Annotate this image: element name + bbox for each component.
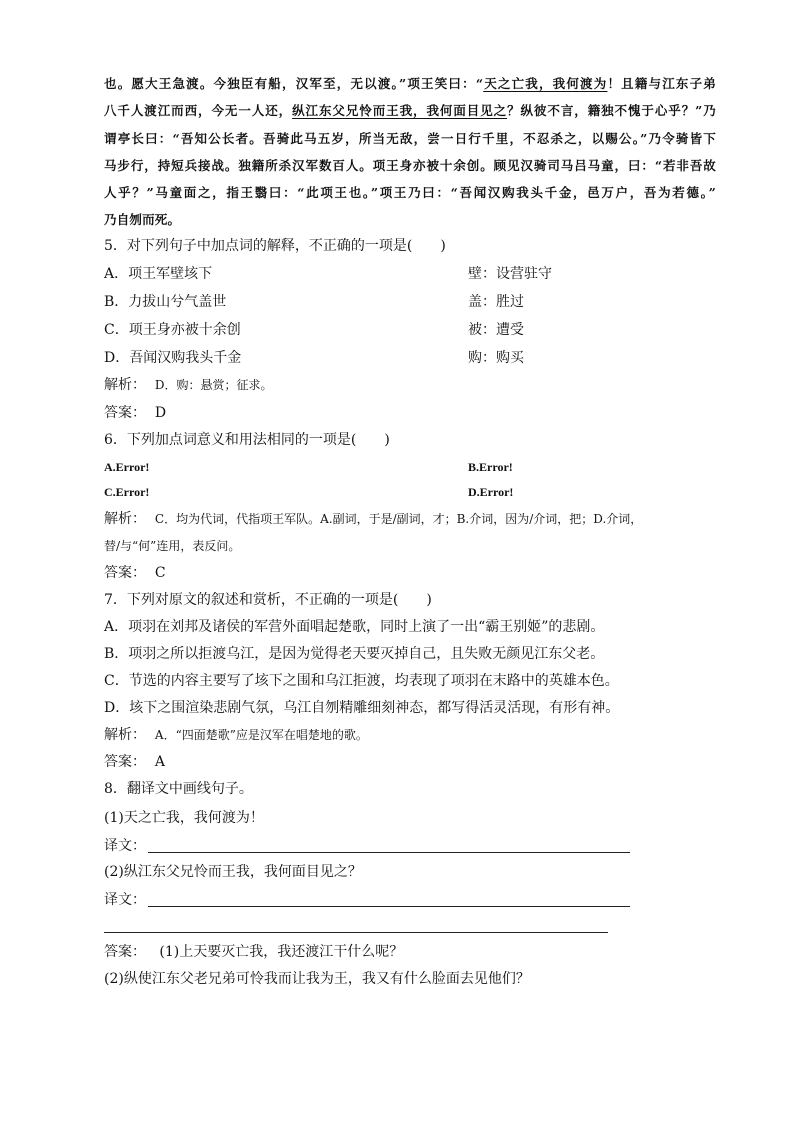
translation-blank-line[interactable] <box>148 852 630 853</box>
q5-stem: 5．对下列句子中加点词的解释，不正确的一项是( ) <box>104 238 446 254</box>
underlined-sentence-2: 纵江东父兄怜而王我，我何面目见之 <box>292 103 508 119</box>
answer-text: C <box>154 565 166 581</box>
q8-answer <box>104 942 403 962</box>
passage-line: 马步行，持短兵接战。独籍所杀汉军数百人。项王身亦被十余创。顾见汉骑司马吕马童，曰：“若非吾故 <box>104 157 716 173</box>
translation-blank-line[interactable] <box>148 906 630 907</box>
q7-option-a: A．项羽在刘邦及诸侯的军营外面唱起楚歌，同时上演了一出“霸王别姬”的悲剧。 <box>104 619 605 635</box>
underlined-sentence-1: 天之亡我，我何渡为 <box>483 76 608 91</box>
q6-answer <box>104 563 166 583</box>
q5-answer <box>104 403 166 423</box>
answer-label: 答案： <box>104 405 146 421</box>
analysis-label: 解析： <box>104 727 146 743</box>
analysis-text: D．购：悬赏；征求。 <box>154 378 273 392</box>
option-error-d: D.Error! <box>468 485 514 499</box>
q8-translation-label-2: 译文： <box>104 892 146 908</box>
classical-passage <box>104 70 716 234</box>
answer-text: (1)上天要灭亡我，我还渡江干什么呢？ <box>159 944 404 960</box>
passage-line <box>104 97 716 124</box>
q6-analysis-cont: 替/与“何”连用，表反问。 <box>104 539 241 553</box>
translation-blank-line[interactable] <box>104 932 608 933</box>
option-sentence: C．项王身亦被十余创 <box>104 322 241 338</box>
passage-text: ？纵彼不言，籍独不愧于心乎？”乃 <box>507 103 717 119</box>
q8-sentence-1: (1)天之亡我，我何渡为！ <box>104 810 264 826</box>
option-gloss: 被：遭受 <box>468 322 524 338</box>
passage-line: 谓亭长曰：“吾知公长者。吾骑此马五岁，所当无敌，尝一日行千里，不忍杀之，以赐公。”乃令骑皆下 <box>104 130 716 146</box>
q5-option-a <box>104 264 552 284</box>
q7-option-b: B．项羽之所以拒渡乌江，是因为觉得老天要灭掉自己，且失败无颜见江东父老。 <box>104 646 605 662</box>
q5-analysis <box>104 375 273 395</box>
option-sentence: A．项王军壁垓下 <box>104 266 213 282</box>
analysis-text: A．“四面楚歌”应是汉军在唱楚地的歌。 <box>154 728 368 742</box>
option-sentence: D．吾闻汉购我头千金 <box>104 350 242 366</box>
answer-text: D <box>154 405 167 421</box>
passage-text: 八千人渡江而西，今无一人还， <box>104 103 293 119</box>
analysis-label: 解析： <box>104 377 146 393</box>
q8-answer-cont: (2)纵使江东父老兄弟可怜我而让我为王，我又有什么脸面去见他们？ <box>104 971 530 987</box>
option-gloss: 购：购买 <box>468 350 524 366</box>
q5-option-c <box>104 320 524 340</box>
passage-text: ！且籍与江东子弟 <box>607 76 716 91</box>
q6-stem: 6．下列加点词意义和用法相同的一项是( ) <box>104 432 390 448</box>
q5-option-b <box>104 292 524 312</box>
passage-line <box>104 70 716 97</box>
answer-label: 答案： <box>104 754 146 770</box>
q7-option-d: D．垓下之围渲染悲剧气氛，乌江自刎精雕细刻神态，都写得活灵活现，有形有神。 <box>104 700 620 716</box>
option-gloss: 壁：设营驻守 <box>468 266 552 282</box>
answer-text: A <box>154 754 166 770</box>
q7-analysis <box>104 725 368 745</box>
q7-answer <box>104 752 165 772</box>
q8-translation-label-1: 译文： <box>104 838 146 854</box>
option-error-a: A.Error! <box>104 460 150 474</box>
q7-stem: 7．下列对原文的叙述和赏析，不正确的一项是( ) <box>104 592 432 608</box>
option-error-b: B.Error! <box>468 460 513 474</box>
q6-options-row-1 <box>104 457 513 477</box>
q8-stem: 8．翻译文中画线句子。 <box>104 781 253 797</box>
answer-label: 答案： <box>104 944 146 960</box>
q8-sentence-2: (2)纵江东父兄怜而王我，我何面目见之？ <box>104 864 362 880</box>
passage-text: 也。愿大王急渡。今独臣有船，汉军至，无以渡。”项王笑曰：“ <box>104 76 484 91</box>
q5-option-d <box>104 348 524 368</box>
analysis-label: 解析： <box>104 511 146 527</box>
q6-options-row-2 <box>104 482 514 502</box>
q6-analysis <box>104 509 642 529</box>
option-error-c: C.Error! <box>104 485 150 499</box>
option-sentence: B．力拔山兮气盖世 <box>104 294 227 310</box>
answer-label: 答案： <box>104 565 146 581</box>
option-gloss: 盖：胜过 <box>468 294 524 310</box>
analysis-text: C．均为代词，代指项王军队。A.副词，于是/副词，才；B.介词，因为/介词，把；D.介词， <box>154 512 643 526</box>
passage-line: 人乎？”马童面之，指王翳曰：“此项王也。”项王乃曰：“吾闻汉购我头千金，邑万户，吾为若德。” <box>104 185 716 201</box>
q7-option-c: C．节选的内容主要写了垓下之围和乌江拒渡，均表现了项羽在末路中的英雄本色。 <box>104 673 619 689</box>
passage-line: 乃自刎而死。 <box>104 212 181 228</box>
